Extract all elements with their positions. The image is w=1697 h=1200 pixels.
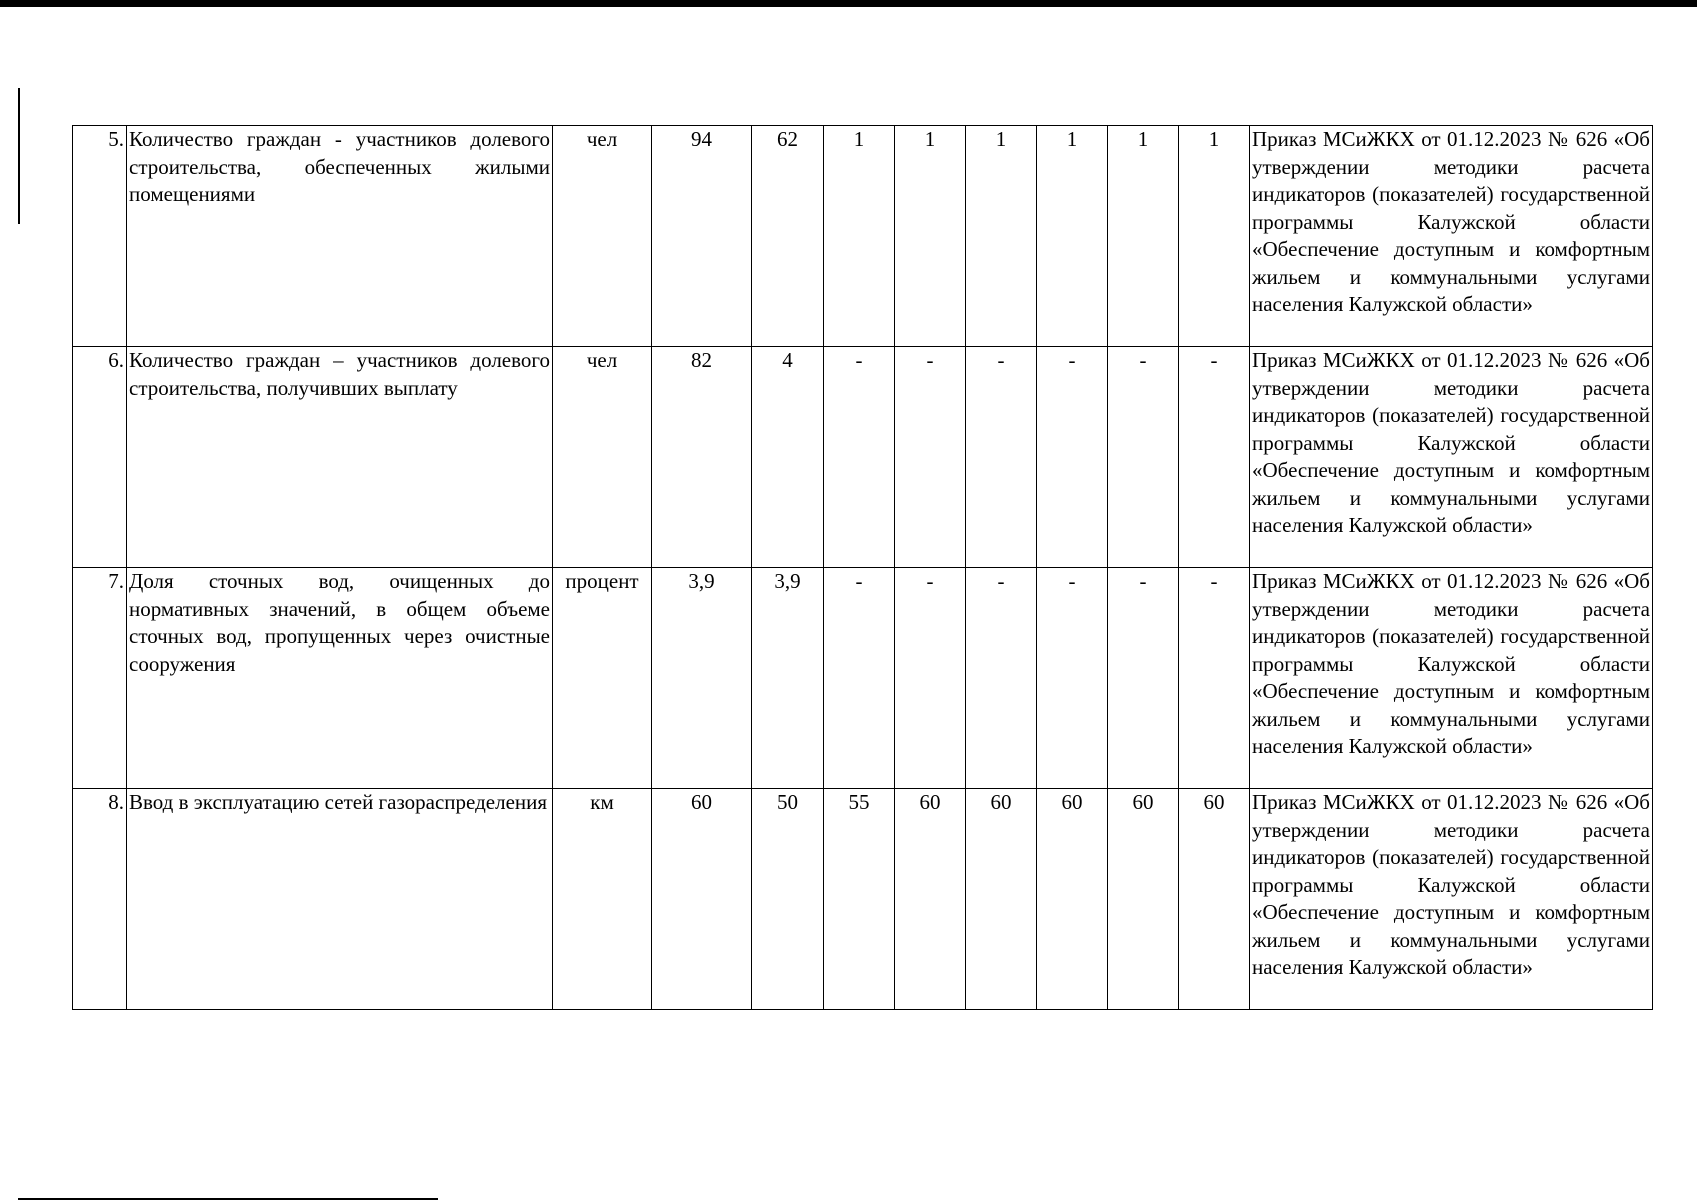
indicator-name: Ввод в эксплуатацию сетей газораспределения [127,789,553,1010]
value-cell: 60 [966,789,1037,1010]
methodology-doc: Приказ МСиЖКХ от 01.12.2023 № 626 «Об утверждении методики расчета индикаторов (показателей) государственной программы Калужской области «Обеспечение доступным и комфортным жильем и коммунальными услугами населения Калужской области» [1250,789,1653,1010]
value-cell: - [1179,568,1250,789]
value-cell: - [824,568,895,789]
row-number: 8. [73,789,127,1010]
value-cell: - [1037,568,1108,789]
value-cell: - [895,568,966,789]
unit-cell: чел [553,347,652,568]
value-cell: 62 [752,126,824,347]
methodology-doc: Приказ МСиЖКХ от 01.12.2023 № 626 «Об утверждении методики расчета индикаторов (показателей) государственной программы Калужской области «Обеспечение доступным и комфортным жильем и коммунальными услугами населения Калужской области» [1250,568,1653,789]
value-cell: - [895,347,966,568]
value-cell: 60 [1108,789,1179,1010]
methodology-doc: Приказ МСиЖКХ от 01.12.2023 № 626 «Об утверждении методики расчета индикаторов (показателей) государственной программы Калужской области «Обеспечение доступным и комфортным жильем и коммунальными услугами населения Калужской области» [1250,126,1653,347]
indicator-name: Количество граждан - участников долевого строительства, обеспеченных жилыми помещениями [127,126,553,347]
scan-left-mark [18,88,20,224]
row-number: 6. [73,347,127,568]
value-cell: 94 [652,126,752,347]
value-cell: 1 [1037,126,1108,347]
value-cell: 60 [895,789,966,1010]
value-cell: 1 [1108,126,1179,347]
value-cell: - [824,347,895,568]
value-cell: 55 [824,789,895,1010]
value-cell: 82 [652,347,752,568]
value-cell: - [1179,347,1250,568]
indicators-table [72,125,1653,1010]
row-number: 7. [73,568,127,789]
indicator-name: Доля сточных вод, очищенных до нормативных значений, в общем объеме сточных вод, пропущенных через очистные сооружения [127,568,553,789]
table-row [73,126,1653,347]
value-cell: 3,9 [752,568,824,789]
value-cell: - [966,347,1037,568]
value-cell: 60 [652,789,752,1010]
value-cell: 4 [752,347,824,568]
value-cell: 60 [1037,789,1108,1010]
unit-cell: чел [553,126,652,347]
unit-cell: процент [553,568,652,789]
table-row [73,347,1653,568]
value-cell: 3,9 [652,568,752,789]
value-cell: - [1037,347,1108,568]
table-row [73,568,1653,789]
methodology-doc: Приказ МСиЖКХ от 01.12.2023 № 626 «Об утверждении методики расчета индикаторов (показателей) государственной программы Калужской области «Обеспечение доступным и комфортным жильем и коммунальными услугами населения Калужской области» [1250,347,1653,568]
value-cell: 50 [752,789,824,1010]
value-cell: 1 [966,126,1037,347]
table-row [73,789,1653,1010]
unit-cell: км [553,789,652,1010]
value-cell: 1 [895,126,966,347]
row-number: 5. [73,126,127,347]
value-cell: 60 [1179,789,1250,1010]
value-cell: 1 [824,126,895,347]
value-cell: - [966,568,1037,789]
scan-top-border [0,0,1697,7]
value-cell: - [1108,347,1179,568]
value-cell: - [1108,568,1179,789]
indicator-name: Количество граждан – участников долевого строительства, получивших выплату [127,347,553,568]
value-cell: 1 [1179,126,1250,347]
